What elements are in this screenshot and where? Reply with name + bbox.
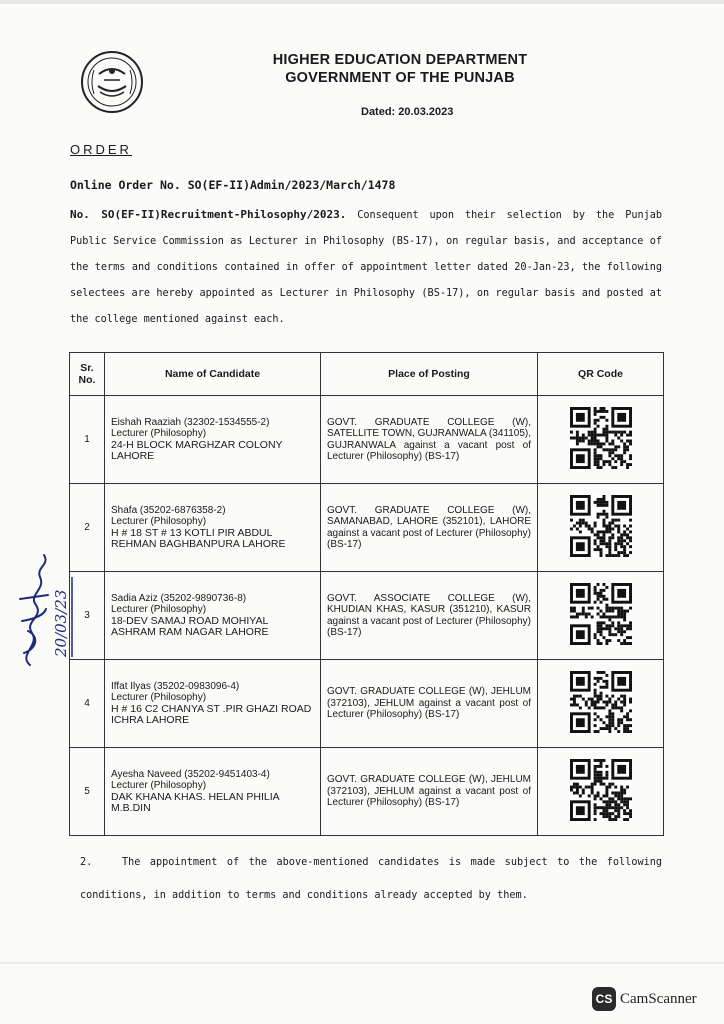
- table-row: [70, 396, 664, 484]
- paragraph-two-text: The appointment of the above-mentioned candidates is made subject to the following conditions, in addition to terms and conditions already accepted by them.: [80, 857, 662, 901]
- candidate-name: Iffat Ilyas (35202-0983096-4): [111, 680, 240, 692]
- candidate-name: Ayesha Naveed (35202-9451403-4): [111, 768, 270, 780]
- candidate-address: H # 18 ST # 13 KOTLI PIR ABDUL REHMAN BAGHBANPURA LAHORE: [111, 526, 286, 550]
- qr-code-icon: [570, 671, 632, 733]
- table-row: [70, 572, 664, 660]
- row-sr-no: 5: [70, 748, 105, 836]
- candidate-cell: [105, 748, 321, 836]
- header-place-of-posting: Place of Posting: [321, 353, 538, 396]
- handwritten-signature: [10, 525, 80, 675]
- punjab-emblem-icon: [80, 50, 144, 114]
- qr-cell: [538, 748, 664, 836]
- place-of-posting: GOVT. ASSOCIATE COLLEGE (W), KHUDIAN KHAS, KASUR (351210), KASUR against a vacant post of Lecturer (Philosophy) (BS-17): [321, 572, 538, 660]
- candidate-address: DAK KHANA KHAS. HELAN PHILIA M.B.DIN: [111, 790, 280, 814]
- paragraph-number: 2.: [80, 857, 93, 868]
- online-order-number: Online Order No. SO(EF-II)Admin/2023/March/1478: [70, 178, 396, 192]
- qr-cell: [538, 660, 664, 748]
- place-of-posting: GOVT. GRADUATE COLLEGE (W), JEHLUM (372103), JEHLUM against a vacant post of Lecturer (Philosophy) (BS-17): [321, 748, 538, 836]
- qr-cell: [538, 396, 664, 484]
- paragraph-two: [80, 846, 662, 912]
- table-row: [70, 748, 664, 836]
- order-heading: ORDER: [70, 142, 132, 157]
- candidate-cell: [105, 484, 321, 572]
- candidate-title: Lecturer (Philosophy): [111, 604, 207, 615]
- candidate-cell: [105, 660, 321, 748]
- header-sr-no: Sr. No.: [70, 353, 105, 396]
- order-body: Consequent upon their selection by the Punjab Public Service Commission as Lecturer in Philosophy (BS-17), on regular basis, and acceptance of the terms and conditions contained in offer of appointment letter dated 20-Jan-23, the following selectees are hereby appointed as Lecturer in Philosophy (BS-17), on regular basis and posted at the college mentioned against each.: [70, 210, 663, 325]
- candidate-title: Lecturer (Philosophy): [111, 780, 207, 791]
- row-sr-no: 3: [70, 572, 105, 660]
- department-title: HIGHER EDUCATION DEPARTMENT: [272, 52, 528, 68]
- header-qr-code: QR Code: [538, 353, 664, 396]
- camscanner-watermark: [592, 986, 697, 1012]
- candidate-name: Shafa (35202-6876358-2): [111, 504, 226, 516]
- candidate-address: 18-DEV SAMAJ ROAD MOHIYAL ASHRAM RAM NAGAR LAHORE: [111, 614, 269, 638]
- place-of-posting: GOVT. GRADUATE COLLEGE (W), JEHLUM (372103), JEHLUM against a vacant post of Lecturer (Philosophy) (BS-17): [321, 660, 538, 748]
- scan-edge-top: [0, 0, 724, 4]
- place-of-posting: GOVT. GRADUATE COLLEGE (W), SATELLITE TOWN, GUJRANWALA (341105), GUJRANWALA against a vacant post of Lecturer (Philosophy) (BS-17): [321, 396, 538, 484]
- candidate-title: Lecturer (Philosophy): [111, 692, 207, 703]
- order-reference: No. SO(EF-II)Recruitment-Philosophy/2023.: [70, 208, 347, 221]
- qr-cell: [538, 572, 664, 660]
- candidate-name: Eishah Raaziah (32302-1534555-2): [111, 416, 270, 428]
- row-sr-no: 2: [70, 484, 105, 572]
- qr-code-icon: [570, 495, 632, 557]
- candidate-address: H # 16 C2 CHANYA ST .PIR GHAZI ROAD ICHRA LAHORE: [111, 702, 312, 726]
- row-sr-no: 1: [70, 396, 105, 484]
- camscanner-logo-icon: CS: [592, 987, 616, 1011]
- camscanner-text: CamScanner: [620, 990, 697, 1007]
- row-sr-no: 4: [70, 660, 105, 748]
- order-paragraph: [70, 202, 662, 333]
- table-row: [70, 484, 664, 572]
- table-header-row: [70, 353, 664, 396]
- qr-code-icon: [570, 407, 632, 469]
- candidate-cell: [105, 396, 321, 484]
- signature-date: 20/03/23: [52, 589, 70, 657]
- qr-code-icon: [570, 583, 632, 645]
- qr-code-icon: [570, 759, 632, 821]
- scan-edge-bottom: [0, 962, 724, 964]
- postings-table: [69, 352, 664, 836]
- candidate-name: Sadia Aziz (35202-9890736-8): [111, 592, 247, 604]
- candidate-address: 24-H BLOCK MARGHZAR COLONY LAHORE: [111, 438, 283, 462]
- candidate-cell: [105, 572, 321, 660]
- header-candidate-name: Name of Candidate: [105, 353, 321, 396]
- qr-cell: [538, 484, 664, 572]
- date-line: Dated: 20.03.2023: [361, 106, 454, 118]
- place-of-posting: GOVT. GRADUATE COLLEGE (W), SAMANABAD, LAHORE (352101), LAHORE against a vacant post of Lecturer (Philosophy) (BS-17): [321, 484, 538, 572]
- candidate-title: Lecturer (Philosophy): [111, 428, 207, 439]
- candidate-title: Lecturer (Philosophy): [111, 516, 207, 527]
- table-row: [70, 660, 664, 748]
- government-title: GOVERNMENT OF THE PUNJAB: [285, 70, 515, 86]
